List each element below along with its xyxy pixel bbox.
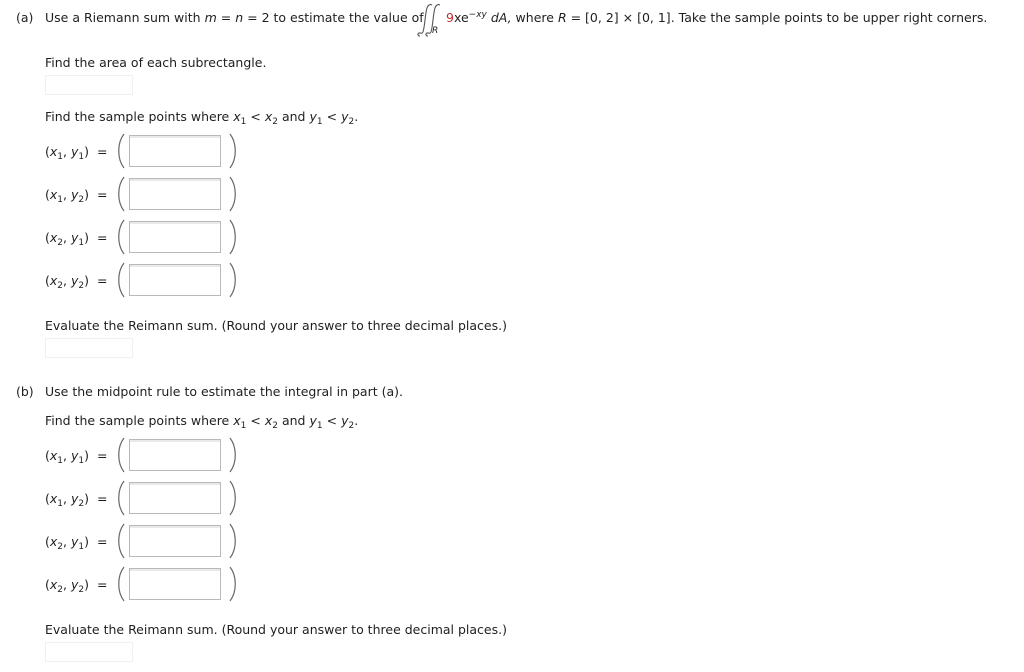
riemann-sum-input-b[interactable] (45, 642, 133, 662)
left-paren-icon (116, 566, 125, 602)
lt-sign: < (250, 413, 261, 428)
right-paren-icon (229, 437, 238, 473)
point-label-x2-y2-a: ($x_2$, $y_2$) = (45, 273, 108, 291)
sub-2: 2 (272, 421, 278, 431)
part-a-label: (a) (16, 10, 34, 25)
integrand-exponent: −xy (468, 10, 487, 20)
lt-sign: < (326, 109, 338, 124)
var-y: y (341, 109, 349, 124)
part-a-prompt (45, 10, 424, 25)
var-x: x (233, 109, 241, 124)
point-input-x1-y1-b[interactable] (129, 439, 221, 471)
left-paren-icon (116, 480, 125, 516)
right-paren-icon (229, 480, 238, 516)
var-y: y (341, 413, 349, 428)
sub-1: 1 (316, 421, 323, 431)
left-paren-icon (116, 133, 125, 169)
left-paren-icon (116, 219, 125, 255)
left-paren-icon (116, 437, 125, 473)
sub-2: 2 (348, 117, 355, 127)
where-text: where (515, 10, 554, 25)
point-label-x1-y1-b: ($x_1$, $y_1$) = (45, 448, 108, 466)
sub-2: 2 (272, 117, 278, 127)
right-paren-icon (229, 566, 238, 602)
point-label-x1-y2-b: ($x_1$, $y_2$) = (45, 491, 108, 509)
sub-1: 1 (316, 117, 323, 127)
area-answer-input[interactable] (45, 75, 133, 95)
area-prompt: Find the area of each subrectangle. (45, 55, 267, 70)
point-input-x2-y1-b[interactable] (129, 525, 221, 557)
right-paren-icon (229, 133, 238, 169)
sample-points-prompt-a (45, 109, 359, 127)
right-paren-icon (229, 176, 238, 212)
integrand-base: xe (453, 10, 469, 25)
prompt-text-2: = 2 to estimate the value of (247, 10, 424, 25)
integrand (446, 10, 987, 25)
integrand-coefficient: 9 (446, 10, 454, 25)
equals-sign: = (220, 10, 232, 25)
point-label-x2-y1-b: ($x_2$, $y_1$) = (45, 534, 108, 552)
var-y: y (309, 413, 317, 428)
var-x: x (264, 109, 273, 124)
sub-1: 1 (240, 421, 247, 431)
var-x: x (233, 413, 241, 428)
sample-prompt-text: Find the sample points where (45, 413, 230, 428)
point-input-x2-y2-b[interactable] (129, 568, 221, 600)
point-input-x2-y2-a[interactable] (129, 264, 221, 296)
point-label-x1-y1-a: ($x_1$, $y_1$) = (45, 144, 108, 162)
point-input-x2-y1-a[interactable] (129, 221, 221, 253)
left-paren-icon (116, 523, 125, 559)
var-n: n (235, 10, 244, 25)
sample-prompt-text: Find the sample points where (45, 109, 230, 124)
eval-prompt-b: Evaluate the Reimann sum. (Round your answer to three decimal places.) (45, 622, 507, 637)
sample-points-prompt-b (45, 413, 359, 431)
left-paren-icon (116, 176, 125, 212)
var-x: x (264, 413, 273, 428)
region-var: R (557, 10, 567, 25)
left-paren-icon (116, 262, 125, 298)
point-label-x2-y1-a: ($x_2$, $y_1$) = (45, 230, 108, 248)
var-m: m (204, 10, 217, 25)
right-paren-icon (229, 262, 238, 298)
integral-region-sub: R (432, 26, 439, 36)
riemann-sum-input-a[interactable] (45, 338, 133, 358)
right-paren-icon (229, 523, 238, 559)
lt-sign: < (326, 413, 338, 428)
point-input-x1-y1-a[interactable] (129, 135, 221, 167)
right-paren-icon (229, 219, 238, 255)
var-y: y (309, 109, 317, 124)
point-input-x1-y2-b[interactable] (129, 482, 221, 514)
eval-prompt-a: Evaluate the Reimann sum. (Round your answer to three decimal places.) (45, 318, 507, 333)
and-text: and (281, 413, 306, 428)
prompt-text: Use a Riemann sum with (45, 10, 201, 25)
differential: dA, (490, 10, 512, 25)
lt-sign: < (250, 109, 261, 124)
sub-2: 2 (348, 421, 355, 431)
region-text: = [0, 2] × [0, 1]. Take the sample points to be upper right corners. (570, 10, 988, 25)
and-text: and (281, 109, 306, 124)
point-label-x2-y2-b: ($x_2$, $y_2$) = (45, 577, 108, 595)
sub-1: 1 (240, 117, 247, 127)
period: . (354, 413, 359, 428)
point-input-x1-y2-a[interactable] (129, 178, 221, 210)
double-integral-icon (415, 2, 443, 38)
point-label-x1-y2-a: ($x_1$, $y_2$) = (45, 187, 108, 205)
period: . (354, 109, 359, 124)
part-b-prompt: Use the midpoint rule to estimate the integral in part (a). (45, 384, 403, 399)
part-b-label: (b) (16, 384, 34, 399)
